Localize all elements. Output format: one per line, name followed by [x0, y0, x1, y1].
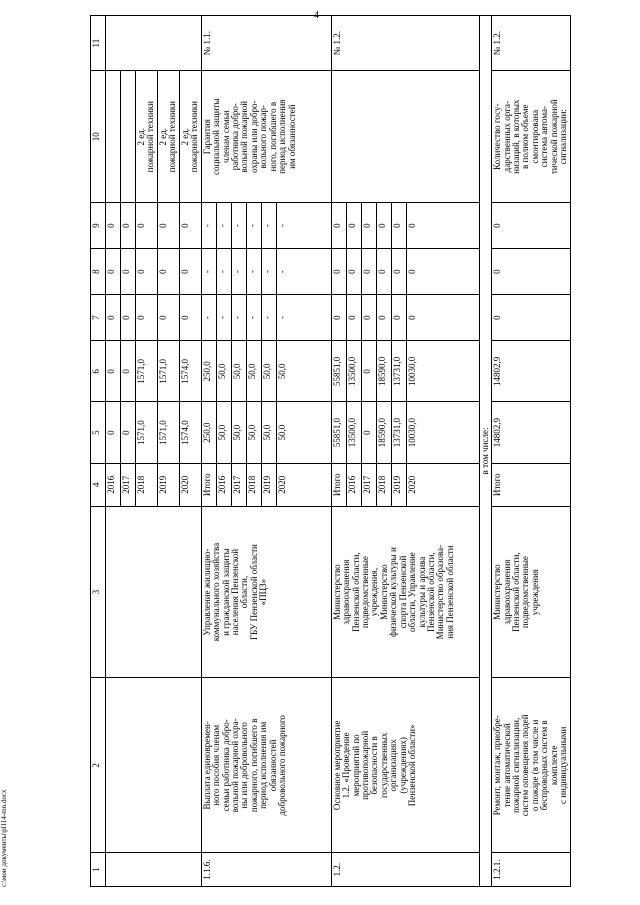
executors-cell: Министерство здравоохранения Пензенской области, подведомственные учреждения, Министерство физической культуры и спорта Пензенской области, Управление культуры и архива Пензенской области, Министерство образова- ния Пензенской области: [331, 506, 479, 678]
value-cell: -: [246, 249, 261, 295]
value-cell: 0: [406, 203, 479, 249]
year-cell: 2019: [261, 463, 276, 506]
value-cell: -: [201, 203, 216, 249]
value-cell: 0: [391, 203, 406, 249]
column-number: 6: [91, 341, 106, 402]
activity-name: Выплата единовремен- ного пособия членам семьи работника добро- вольной пожарной охра- ны или добровольного пожарного, погибшего в период исполнения им обязанностей добровольного пожарного: [201, 678, 331, 853]
value-cell: 1571,0: [136, 341, 158, 402]
value-cell: 50,0: [276, 341, 331, 402]
value-cell: 0: [361, 295, 376, 341]
value-cell: 1571,0: [157, 341, 179, 402]
value-cell: 18590,0: [376, 402, 391, 463]
value-cell: 0: [179, 249, 201, 295]
continued-cell: [106, 506, 202, 678]
value-cell: -: [246, 295, 261, 341]
row-number: 1.1.6.: [201, 853, 331, 887]
value-cell: 0: [346, 203, 361, 249]
value-cell: 0: [331, 295, 346, 341]
continued-cell: [106, 853, 202, 887]
column-number: 9: [91, 203, 106, 249]
activity-name: Основное мероприятие 1.2. «Проведение мероприятий по противопожарной безопасности в государственных организациях (учреждениях) Пензенской области»: [331, 678, 479, 853]
value-cell: -: [276, 249, 331, 295]
indicator-ref: № 1.2.: [492, 16, 571, 71]
value-cell: 0: [121, 249, 136, 295]
value-cell: 0: [106, 249, 121, 295]
value-cell: 0: [179, 295, 201, 341]
year-cell: Итого: [331, 463, 346, 506]
value-cell: 0: [361, 249, 376, 295]
indicator-cell: [331, 71, 479, 203]
indicator-ref: № 1.1.: [201, 16, 331, 71]
value-cell: -: [231, 249, 246, 295]
value-cell: 0: [346, 295, 361, 341]
value-cell: 0: [136, 249, 158, 295]
value-cell: 0: [157, 249, 179, 295]
value-cell: -: [261, 249, 276, 295]
value-cell: 0: [157, 203, 179, 249]
continued-cell: [106, 16, 202, 71]
value-cell: -: [201, 295, 216, 341]
indicator-cell: [106, 71, 121, 203]
value-cell: 13731,0: [391, 341, 406, 402]
value-cell: 1574,0: [179, 341, 201, 402]
year-cell: 2016: [346, 463, 361, 506]
year-cell: 2019: [157, 463, 179, 506]
year-cell: 2018: [376, 463, 391, 506]
value-cell: 0: [136, 203, 158, 249]
column-number: 8: [91, 249, 106, 295]
value-cell: 250,0: [201, 341, 216, 402]
year-cell: 2018: [136, 463, 158, 506]
indicator-ref: № 1.2.: [331, 16, 479, 71]
value-cell: 0: [391, 249, 406, 295]
value-cell: 0: [106, 402, 121, 463]
value-cell: 250,0: [201, 402, 216, 463]
year-cell: 2017: [121, 463, 136, 506]
value-cell: 50,0: [231, 402, 246, 463]
table-row: [106, 16, 121, 887]
year-cell: 2017: [231, 463, 246, 506]
value-cell: -: [276, 203, 331, 249]
value-cell: 0: [106, 295, 121, 341]
value-cell: 55851,0: [331, 402, 346, 463]
value-cell: 50,0: [246, 402, 261, 463]
value-cell: 13500,0: [346, 402, 361, 463]
value-cell: 50,0: [261, 341, 276, 402]
year-cell: Итого: [201, 463, 216, 506]
year-cell: 2020: [179, 463, 201, 506]
value-cell: 0: [106, 341, 121, 402]
value-cell: 0: [492, 203, 571, 249]
year-cell: 2020: [406, 463, 479, 506]
column-number: 5: [91, 402, 106, 463]
year-cell: 2016: [216, 463, 231, 506]
column-number: 3: [91, 506, 106, 678]
indicator-cell: Гарантия социальной защиты членам семьи работника добро- вольной пожарной охраны или добро- вольного пожар- ного, погибшего в период исполнения им обязанностей: [201, 71, 331, 203]
executors-cell: Министерство здравоохранения Пензенской области, подведомственные учреждения: [492, 506, 571, 678]
table-row: [201, 16, 216, 887]
continued-cell: [106, 678, 202, 853]
subheading: в том числе:: [479, 16, 491, 887]
value-cell: 14802,9: [492, 402, 571, 463]
footer-path: c:\мои документы\pl114-mn.docx: [0, 789, 8, 887]
value-cell: 1571,0: [157, 402, 179, 463]
row-number: 1.2.: [331, 853, 479, 887]
value-cell: 0: [331, 249, 346, 295]
value-cell: -: [216, 249, 231, 295]
row-number: 1.2.1.: [492, 853, 571, 887]
value-cell: 0: [391, 295, 406, 341]
year-cell: 2018: [246, 463, 261, 506]
year-cell: 2016: [106, 463, 121, 506]
value-cell: -: [261, 203, 276, 249]
value-cell: 0: [331, 203, 346, 249]
value-cell: 0: [376, 249, 391, 295]
table-row: [479, 16, 491, 887]
year-cell: 2017: [361, 463, 376, 506]
value-cell: 0: [361, 402, 376, 463]
value-cell: 10030,0: [406, 402, 479, 463]
value-cell: 0: [376, 203, 391, 249]
value-cell: 55851,0: [331, 341, 346, 402]
value-cell: 0: [121, 341, 136, 402]
column-number: 11: [91, 16, 106, 71]
executors-cell: Управление жилищно- коммунального хозяйства и гражданской защиты населения Пензенской области, ГБУ Пензенской области «ПЦЗ»: [201, 506, 331, 678]
indicator-cell: [121, 71, 136, 203]
value-cell: 0: [361, 341, 376, 402]
value-cell: 13500,0: [346, 341, 361, 402]
value-cell: 0: [157, 295, 179, 341]
column-number-row: [91, 16, 106, 887]
value-cell: 0: [376, 295, 391, 341]
value-cell: -: [246, 203, 261, 249]
value-cell: 0: [361, 203, 376, 249]
value-cell: 18590,0: [376, 341, 391, 402]
year-cell: 2019: [391, 463, 406, 506]
value-cell: 0: [492, 295, 571, 341]
value-cell: 1571,0: [136, 402, 158, 463]
column-number: 7: [91, 295, 106, 341]
indicator-cell: 2 ед. пожарной техники: [179, 71, 201, 203]
value-cell: 50,0: [216, 402, 231, 463]
column-number: 2: [91, 678, 106, 853]
value-cell: 50,0: [276, 402, 331, 463]
value-cell: 50,0: [261, 402, 276, 463]
value-cell: 13731,0: [391, 402, 406, 463]
value-cell: 0: [179, 203, 201, 249]
value-cell: 0: [406, 295, 479, 341]
value-cell: 0: [136, 295, 158, 341]
value-cell: 50,0: [246, 341, 261, 402]
value-cell: -: [201, 249, 216, 295]
page-number: 4: [314, 10, 319, 21]
value-cell: 0: [121, 402, 136, 463]
value-cell: 50,0: [216, 341, 231, 402]
column-number: 1: [91, 853, 106, 887]
value-cell: -: [231, 203, 246, 249]
value-cell: 0: [492, 249, 571, 295]
table-row: [492, 16, 571, 887]
program-table: [90, 15, 571, 887]
value-cell: -: [216, 295, 231, 341]
value-cell: 10030,0: [406, 341, 479, 402]
value-cell: 14802,9: [492, 341, 571, 402]
value-cell: -: [276, 295, 331, 341]
value-cell: 0: [121, 295, 136, 341]
year-cell: Итого: [492, 463, 571, 506]
column-number: 10: [91, 71, 106, 203]
value-cell: 0: [106, 203, 121, 249]
value-cell: -: [261, 295, 276, 341]
value-cell: -: [231, 295, 246, 341]
value-cell: 1574,0: [179, 402, 201, 463]
table-row: [331, 16, 346, 887]
indicator-cell: 2 ед. пожарной техники: [136, 71, 158, 203]
column-number: 4: [91, 463, 106, 506]
year-cell: 2020: [276, 463, 331, 506]
indicator-cell: 2 ед. пожарной техники: [157, 71, 179, 203]
value-cell: 0: [406, 249, 479, 295]
value-cell: -: [216, 203, 231, 249]
value-cell: 0: [121, 203, 136, 249]
value-cell: 0: [346, 249, 361, 295]
activity-name: Ремонт, монтаж, приобре- тение автоматической пожарной сигнализации, систем оповещения людей о пожаре (в том числе и беспроводных систем в комплекте с индивидуальными: [492, 678, 571, 853]
value-cell: 50,0: [231, 341, 246, 402]
indicator-cell: Количество госу- дарственных орга- низаций, в которых в полном объеме смонтирована система автома- тической пожарной сигнализации:: [492, 71, 571, 203]
